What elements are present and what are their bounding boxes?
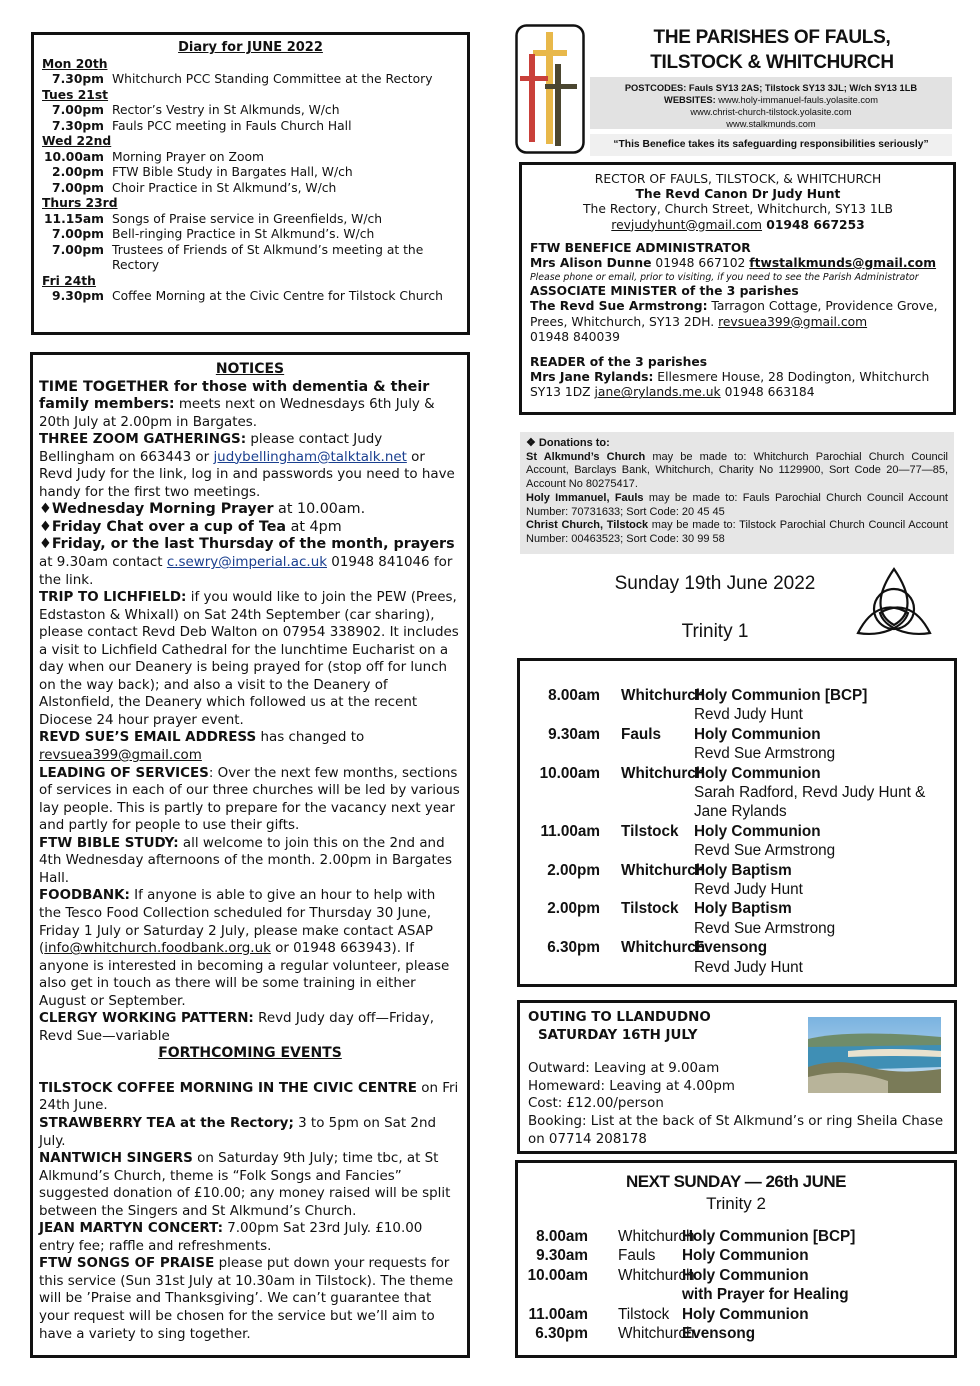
- service-place: Fauls: [618, 1247, 656, 1265]
- diary-text: Songs of Praise service in Greenfields, W/ch: [112, 211, 383, 226]
- notices-box: [30, 352, 470, 1358]
- service-row: [520, 686, 954, 725]
- notice-text: at 4pm: [286, 518, 342, 535]
- service-row: [520, 861, 954, 900]
- event-text: on Fri 24th June.: [39, 1080, 459, 1114]
- service-detail: [694, 725, 954, 764]
- service-detail: [682, 1266, 954, 1305]
- website-link[interactable]: www.holy-immanuel-fauls.yolasite.com: [718, 95, 878, 105]
- service-name: Holy Communion [BCP]: [694, 687, 868, 704]
- service-leader: Revd Judy Hunt: [694, 706, 803, 724]
- donation-text: may be made to: Fauls Parochial Church Council Account Number: 70731633; Sort Code: 20 45 45: [526, 491, 948, 518]
- notice-fri-chat: [39, 519, 461, 537]
- event-text: 3 to 5pm on Sat 2nd July.: [39, 1115, 437, 1149]
- websites-line: [590, 94, 952, 106]
- diary-time: 7.30pm: [52, 118, 104, 133]
- outing-outward: Outward: Leaving at 9.00am: [528, 1061, 720, 1077]
- next-service-row: [518, 1266, 954, 1305]
- diary-entry: [42, 103, 459, 119]
- sue-email-link[interactable]: revsuea399@gmail.com: [39, 748, 202, 764]
- donation-alkmunds: [526, 451, 948, 492]
- diary-text: Trustees of Friends of St Alkmund’s meeting at the Rectory: [112, 242, 424, 272]
- rector-heading: RECTOR OF FAULS, TILSTOCK, & WHITCHURCH: [594, 172, 882, 186]
- notice-text: all welcome to join this on the 2nd and 4th Wednesday afternoons of the month. 2.00pm in Bargates Hall.: [39, 835, 453, 886]
- notice-leading: [39, 765, 461, 835]
- service-name: Holy Baptism: [694, 861, 792, 879]
- service-row: [520, 938, 954, 977]
- diary-entry: [42, 165, 459, 181]
- parishes-title: [592, 25, 952, 75]
- diary-entry: [42, 289, 459, 305]
- diary-text: Rector’s Vestry in St Alkmunds, W/ch: [112, 103, 340, 117]
- service-time: 2.00pm: [547, 900, 600, 918]
- notice-title: REVD SUE’S EMAIL ADDRESS: [39, 730, 257, 746]
- reader-contact: [530, 370, 946, 400]
- outing-cost: Cost: £12.00/person: [528, 1096, 664, 1112]
- service-name: Holy Communion [BCP]: [682, 1228, 856, 1245]
- diary-text: Fauls PCC meeting in Fauls Church Hall: [112, 118, 352, 133]
- assoc-address: Tarragon Cottage, Providence Grove, Prees, Whitchurch, SY13 2DH.: [530, 299, 938, 329]
- notice-title: CLERGY WORKING PATTERN:: [39, 1011, 254, 1027]
- postcodes-websites-panel: [590, 77, 952, 129]
- service-leader: Revd Judy Hunt: [694, 958, 803, 976]
- event-text: on Saturday 9th July; time tbc, at St Alkmund’s Church, theme is “Folk Songs and Fancies” suggested donation of £10.00; any money raised will be split between the Singers and St Alkmund’s Church.: [39, 1151, 451, 1219]
- event-nantwich: [39, 1150, 461, 1220]
- notice-title: FOODBANK:: [39, 888, 130, 904]
- service-row: [520, 822, 954, 861]
- postcodes: POSTCODES: Fauls SY13 2AS; Tilstock SY13 3JL; W/ch SY13 1LB: [624, 83, 918, 93]
- website-link[interactable]: www.stalkmunds.com: [726, 119, 816, 129]
- notice-bible: [39, 835, 461, 888]
- notice-text: meets next on Wednesdays 6th July & 20th July at 2.00pm in Bargates.: [39, 397, 435, 430]
- rector-address: The Rectory, Church Street, Whitchurch, SY13 1LB: [583, 202, 893, 217]
- event-strawberry: [39, 1115, 461, 1150]
- diary-text: Coffee Morning at the Civic Centre for Tilstock Church: [112, 289, 443, 303]
- notice-text: if you would like to join the PEW (Prees, Edstaston & Whixall) on Sat 24th September (car sharing), please contact Revd Deb Walton on 07954 338902. It includes a visit to Lichfield Cathedral for the lunchtime Eucharist on a day when our Deanery is being prayed for (stop off for lunch on the way back); and also a visit to the Deanery of Alstonfield, the Deanery which followed us at the recent Diocese 24 hour prayer event.: [39, 590, 459, 728]
- next-service-row: [518, 1324, 954, 1343]
- donation-church: St Alkmund’s Church: [526, 450, 646, 463]
- service-time: 10.00am: [527, 1266, 588, 1284]
- service-time: 6.30pm: [535, 1325, 588, 1343]
- notice-text: Revd Judy day off—Friday, Revd Sue—variable: [39, 1011, 434, 1044]
- notice-text: or Revd Judy for the link, log in and passwords you need to have handy for the first two meetings.: [39, 449, 455, 500]
- service-leader: Sarah Radford, Revd Judy Hunt & Jane Rylands: [694, 784, 926, 821]
- outing-date: SATURDAY 16TH JULY: [538, 1027, 698, 1043]
- service-place: Whitchurch: [618, 1325, 695, 1343]
- diary-time: 7.00pm: [52, 227, 104, 241]
- service-time: 9.30am: [548, 725, 600, 743]
- diary-time: 7.30pm: [52, 72, 104, 86]
- service-place: Tilstock: [621, 900, 679, 918]
- service-name: Holy Communion: [694, 764, 821, 782]
- service-time: 11.00am: [528, 1305, 588, 1323]
- reader-address: Ellesmere House, 28 Dodington, Whitchurch SY13 1DZ: [530, 370, 930, 400]
- donations-panel: [520, 432, 954, 554]
- service-leader: Revd Sue Armstrong: [694, 842, 836, 860]
- contacts-box: [519, 162, 956, 415]
- trinity-knot-icon: [852, 565, 936, 641]
- service-name: Holy Communion: [682, 1247, 809, 1265]
- service-detail: [694, 938, 954, 977]
- service-row: [520, 764, 954, 822]
- service-name: Evensong: [694, 939, 768, 957]
- service-leader: Revd Judy Hunt: [694, 881, 803, 899]
- service-time: 11.00am: [540, 822, 600, 840]
- assoc-phone: 01948 840039: [530, 329, 620, 344]
- diary-time: 7.00pm: [52, 103, 104, 117]
- service-place: Tilstock: [621, 822, 679, 840]
- service-name: Holy Communion: [694, 822, 821, 840]
- assoc-contact: [530, 299, 946, 329]
- reader-heading: READER of the 3 parishes: [530, 355, 708, 370]
- service-detail: [694, 822, 954, 861]
- outing-homeward: Homeward: Leaving at 4.00pm: [528, 1078, 735, 1094]
- service-time: 10.00am: [539, 764, 600, 782]
- event-jean: [39, 1220, 461, 1255]
- admin-heading: FTW BENEFICE ADMINISTRATOR: [530, 240, 751, 255]
- service-detail: [694, 764, 954, 822]
- diary-entry: [42, 212, 459, 228]
- diary-day: [42, 274, 459, 305]
- donation-tilstock: [526, 519, 948, 546]
- notice-wed-prayer: [39, 501, 461, 519]
- donation-text: may be made to: Tilstock Parochial Church Council Account Number: 00463523; Sort Code: 30 99 58: [526, 519, 948, 545]
- diary-time: 7.00pm: [52, 242, 104, 257]
- notice-text: : Over the next few months, sections of services in each of our three churches will be led by various lay people. This is partly to prepare for the vacancy next year and partly for people to use their gifts.: [39, 765, 460, 834]
- service-row: [520, 899, 954, 938]
- service-place: Whitchurch: [621, 939, 706, 957]
- diary-title: Diary for JUNE 2022: [178, 40, 323, 55]
- service-place: Whitchurch: [621, 861, 706, 879]
- diary-time: 7.00pm: [52, 180, 104, 195]
- diary-text: Morning Prayer on Zoom: [112, 149, 264, 164]
- diary-text: Choir Practice in St Alkmund’s, W/ch: [112, 180, 337, 195]
- notice-title: ♦Wednesday Morning Prayer: [39, 501, 274, 518]
- diary-text: FTW Bible Study in Bargates Hall, W/ch: [112, 165, 353, 179]
- safeguarding-statement: “This Benefice takes its safeguarding responsibilities seriously”: [590, 134, 952, 156]
- assoc-email-link[interactable]: revsuea399@gmail.com: [718, 314, 868, 329]
- notice-sue-email: [39, 729, 461, 764]
- service-extra: with Prayer for Healing: [682, 1286, 849, 1304]
- service-row: [520, 725, 954, 764]
- next-service-row: [518, 1305, 954, 1324]
- event-title: TILSTOCK COFFEE MORNING IN THE CIVIC CENTRE: [39, 1080, 417, 1096]
- notice-text: please contact Judy Bellingham on 663443 or: [39, 432, 383, 465]
- llandudno-photo: [808, 1017, 941, 1093]
- next-sunday-box: [515, 1160, 957, 1358]
- service-place: Whitchurch: [618, 1228, 695, 1245]
- donation-church: Holy Immanuel, Fauls: [526, 491, 644, 504]
- diary-day: [42, 57, 459, 88]
- service-time: 9.30am: [536, 1247, 588, 1265]
- notice-zoom: [39, 431, 461, 501]
- diary-day: [42, 196, 459, 274]
- admin-contact: [530, 256, 946, 271]
- reader-email-link[interactable]: jane@rylands.me.uk: [594, 385, 721, 400]
- title-line: TILSTOCK & WHITCHURCH: [650, 52, 894, 73]
- admin-name: Mrs Alison Dunne: [530, 256, 652, 271]
- service-time: 8.00am: [548, 687, 600, 704]
- admin-phone: 01948 667102: [651, 256, 750, 271]
- diary-day: [42, 134, 459, 196]
- diary-box: [31, 32, 470, 335]
- admin-email-link[interactable]: ftwstalkmunds@gmail.com: [749, 256, 937, 271]
- service-place: Fauls: [621, 725, 661, 743]
- donations-heading: ❖ Donations to:: [526, 437, 610, 449]
- service-leader: Revd Sue Armstrong: [694, 919, 836, 937]
- diary-day-label: Thurs 23rd: [42, 196, 118, 210]
- notice-text: 01948 841046 for the link.: [39, 555, 453, 588]
- diary-text: Bell-ringing Practice in St Alkmund’s. W/ch: [112, 227, 375, 241]
- next-service-row: [518, 1227, 954, 1246]
- notice-title: TRIP TO LICHFIELD:: [39, 590, 187, 606]
- service-detail: [694, 861, 954, 900]
- donation-church: Christ Church, Tilstock: [526, 519, 649, 532]
- parish-crosses-logo: [515, 24, 585, 154]
- event-coffee: [39, 1080, 461, 1115]
- notice-title: THREE ZOOM GATHERINGS:: [39, 432, 247, 448]
- notice-title: LEADING OF SERVICES: [39, 765, 209, 781]
- diary-entry: [42, 243, 459, 274]
- notices-heading: NOTICES: [215, 361, 285, 377]
- admin-note: Please phone or email, prior to visiting, if you need to see the Parish Administrator: [530, 272, 919, 284]
- assoc-name: The Revd Sue Armstrong:: [530, 299, 708, 314]
- outing-booking: Booking: List at the back of St Alkmund’s or ring Sheila Chase on 07714 208178: [528, 1113, 944, 1147]
- diary-time: 9.30pm: [52, 289, 104, 303]
- service-name: Holy Communion: [682, 1266, 809, 1284]
- reader-name: Mrs Jane Rylands:: [530, 370, 654, 385]
- websites-label: WEBSITES:: [664, 95, 716, 105]
- sunday-trinity: Trinity 1: [681, 621, 749, 642]
- service-time: 8.00am: [536, 1228, 588, 1245]
- title-line: THE PARISHES OF FAULS,: [653, 27, 891, 48]
- diary-day-label: Fri 24th: [42, 273, 96, 288]
- diary-time: 11.15am: [43, 211, 104, 226]
- forthcoming-heading: FORTHCOMING EVENTS: [158, 1045, 342, 1062]
- notice-text: or 01948 663943). If anyone is interested in becoming a regular volunteer, please also get in touch as there will be some training in either August or September.: [39, 941, 450, 1009]
- service-leader: Revd Sue Armstrong: [694, 745, 836, 763]
- diary-entry: [42, 150, 459, 166]
- notice-time-together: [39, 379, 461, 432]
- diary-time: 2.00pm: [52, 165, 104, 179]
- notice-clergy: [39, 1010, 461, 1045]
- prayers-email-link[interactable]: c.sewry@imperial.ac.uk: [166, 555, 328, 571]
- zoom-email-link[interactable]: judybellingham@talktalk.net: [213, 449, 407, 465]
- service-place: Whitchurch: [618, 1266, 695, 1284]
- donation-text: may be made to: Whitchurch Parochial Church Council Account, Barclays Bank, Whitchurch, Charity No 1129900, Sort Code 20—77—85, Account No 80275417.: [526, 450, 949, 491]
- rector-name: The Revd Canon Dr Judy Hunt: [635, 187, 841, 202]
- service-name: Holy Communion: [682, 1305, 809, 1323]
- assoc-heading: ASSOCIATE MINISTER of the 3 parishes: [530, 284, 799, 299]
- diary-entry: [42, 181, 459, 197]
- diary-time: 10.00am: [43, 149, 104, 164]
- notice-title: ♦Friday, or the last Thursday of the month, prayers: [39, 536, 455, 553]
- diary-entry: [42, 72, 459, 88]
- event-title: STRAWBERRY TEA at the Rectory;: [39, 1115, 294, 1131]
- service-time: 2.00pm: [547, 861, 600, 879]
- service-time: 6.30pm: [547, 939, 600, 957]
- service-place: Whitchurch: [621, 764, 706, 782]
- event-title: NANTWICH SINGERS: [39, 1151, 193, 1167]
- notice-text: at 10.00am.: [273, 501, 366, 518]
- donation-fauls: [526, 492, 948, 519]
- reader-phone: 01948 663184: [720, 385, 815, 400]
- event-text: please put down your requests for this service (Sun 31st July at 10.30am in Tilstock). The theme will be ’Praise and Thanksgiving’. We can’t guarantee that your request will be chosen for the service but we’ll aim to have a variety to sing together.: [39, 1256, 454, 1342]
- diary-text: Whitchurch PCC Standing Committee at the Rectory: [112, 72, 433, 86]
- event-songs: [39, 1255, 461, 1343]
- diary-day-label: Tues 21st: [42, 87, 109, 102]
- rector-phone: 01948 667253: [762, 217, 865, 232]
- event-title: FTW SONGS OF PRAISE: [39, 1256, 215, 1272]
- sunday-services-box: [517, 658, 957, 987]
- notice-lichfield: [39, 589, 461, 729]
- diary-day-label: Mon 20th: [42, 56, 108, 71]
- website-link[interactable]: www.christ-church-tilstock.yolasite.com: [690, 107, 852, 117]
- notice-title: ♦Friday Chat over a cup of Tea: [39, 518, 287, 535]
- notice-text: at 9.30am contact: [39, 555, 167, 571]
- diary-day-label: Wed 22nd: [42, 134, 112, 148]
- notice-fri-prayers: [39, 536, 461, 589]
- service-name: Holy Communion: [694, 725, 821, 743]
- next-sunday-trinity: Trinity 2: [706, 1194, 766, 1213]
- diary-day: [42, 88, 459, 135]
- service-name: Evensong: [682, 1325, 756, 1343]
- service-name: Holy Baptism: [694, 900, 792, 918]
- outing-title: OUTING TO LLANDUDNO: [528, 1010, 711, 1025]
- rector-email-link[interactable]: revjudyhunt@gmail.com: [611, 217, 763, 232]
- next-service-row: [518, 1246, 954, 1265]
- diary-entry: [42, 119, 459, 135]
- service-place: Tilstock: [618, 1305, 670, 1323]
- notice-title: FTW BIBLE STUDY:: [39, 835, 179, 851]
- notice-text: If anyone is able to give an hour to help with the Tesco Food Collection scheduled for Thursday 30 June, Friday 1 July or Saturday 2 July, please make contact ASAP (: [39, 888, 436, 957]
- service-detail: [694, 899, 954, 938]
- event-text: 7.00pm Sat 23rd July. £10.00 entry fee; raffle and refreshments.: [39, 1221, 423, 1254]
- notice-text: has changed to: [256, 730, 365, 746]
- sunday-date: Sunday 19th June 2022: [614, 573, 816, 594]
- event-title: JEAN MARTYN CONCERT:: [39, 1221, 223, 1237]
- diary-entry: [42, 227, 459, 243]
- notice-title: TIME TOGETHER for those with dementia & their family members:: [39, 378, 430, 413]
- service-place: Whitchurch: [621, 687, 706, 704]
- rector-contact: [530, 218, 946, 233]
- service-detail: [694, 686, 954, 725]
- next-sunday-title: NEXT SUNDAY — 26th JUNE: [626, 1172, 846, 1191]
- notice-foodbank: [39, 887, 461, 1010]
- foodbank-email-link[interactable]: info@whitchurch.foodbank.org.uk: [44, 941, 271, 957]
